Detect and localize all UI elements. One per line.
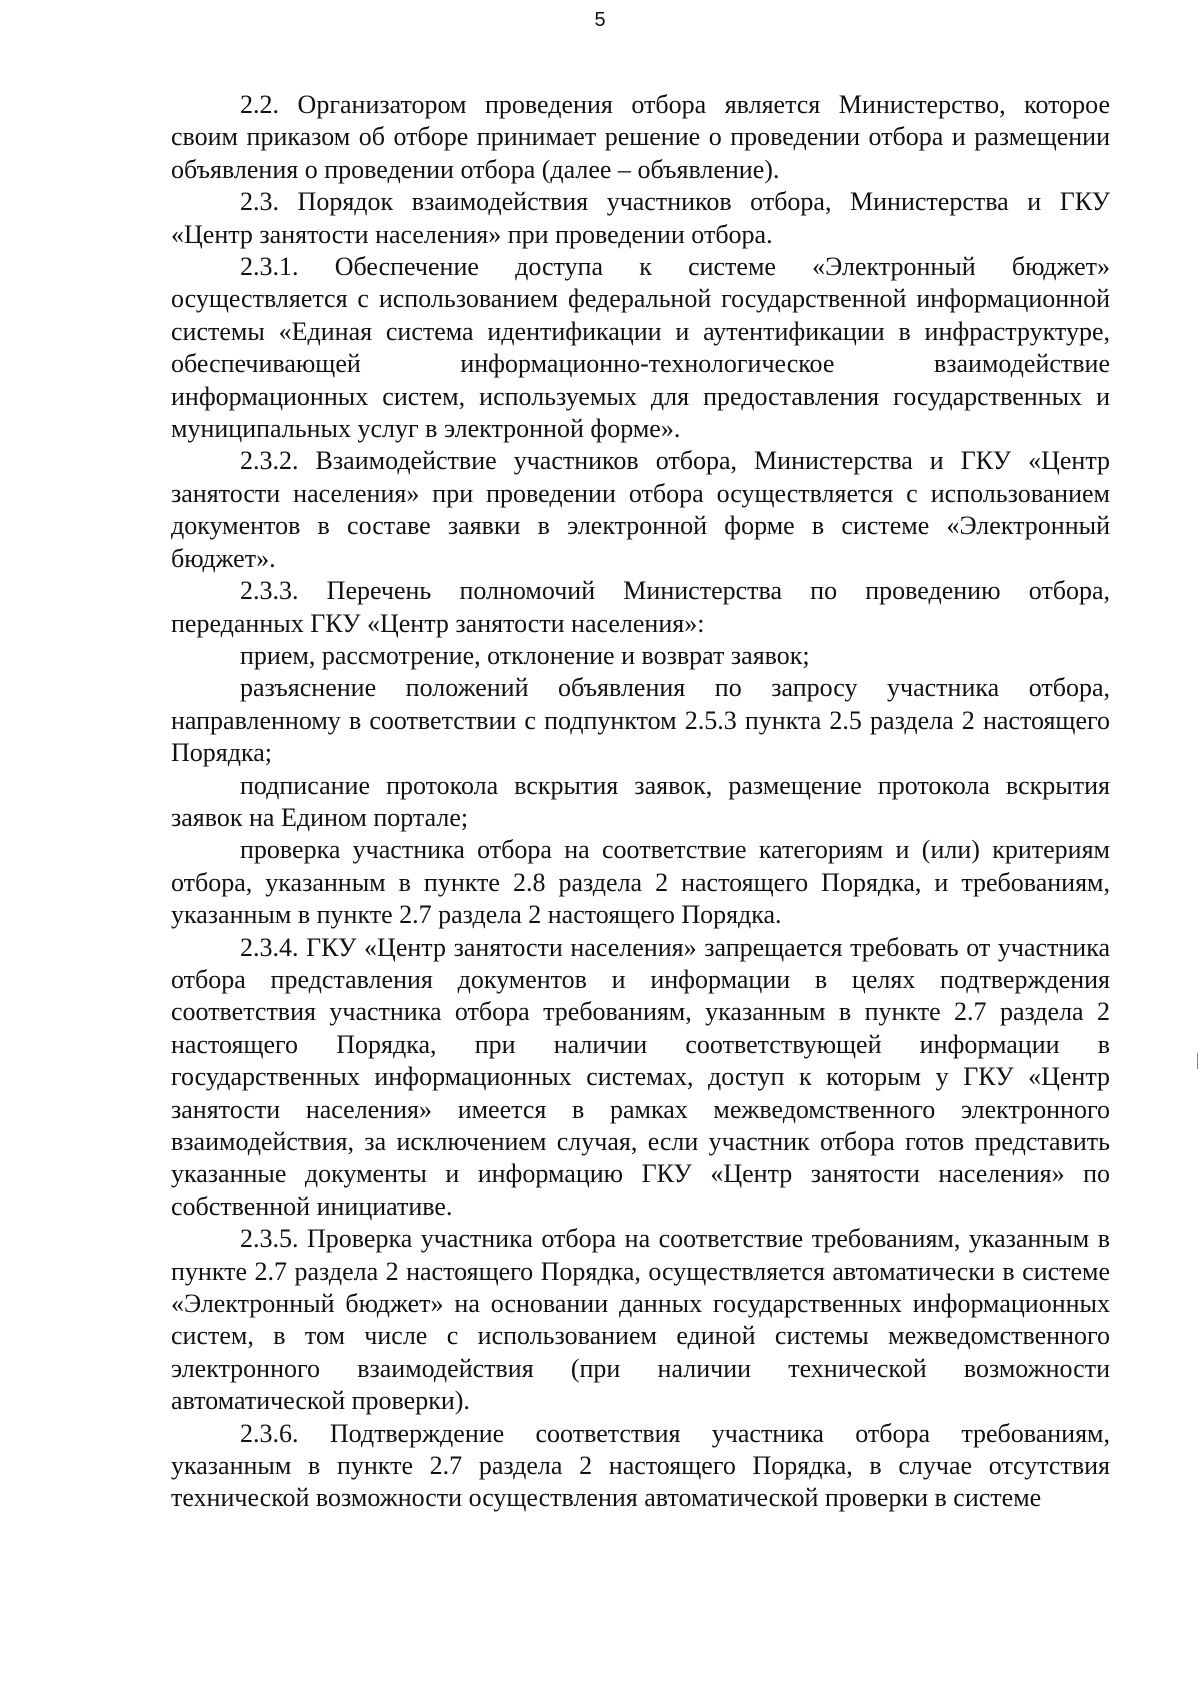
- paragraph-2-3-3: 2.3.3. Перечень полномочий Министерства по проведению отбора, переданных ГКУ «Центр занятости населения»:: [171, 576, 1110, 638]
- page-number: 5: [594, 9, 606, 31]
- paragraph-2-3-6: 2.3.6. Подтверждение соответствия участника отбора требованиям, указанным в пункте 2.7 раздела 2 настоящего Порядка, в случае отсутствия технической возможности осуществления автоматической проверки в системе: [171, 1418, 1110, 1513]
- paragraph-2-3: 2.3. Порядок взаимодействия участников отбора, Министерства и ГКУ «Центр занятости населения» при проведении отбора.: [171, 187, 1110, 249]
- list-item-receipt: прием, рассмотрение, отклонение и возврат заявок;: [240, 640, 810, 670]
- list-item-check: проверка участника отбора на соответствие категориям и (или) критериям отбора, указанным в пункте 2.8 раздела 2 настоящего Порядка, и требованиям, указанным в пункте 2.7 раздела 2 настоящего Порядка.: [171, 835, 1110, 930]
- document-body: [171, 89, 1110, 1515]
- paragraph-2-3-1: 2.3.1. Обеспечение доступа к системе «Электронный бюджет» осуществляется с использованием федеральной государственной информационной системы «Единая система идентификации и аутентификации в инфраструктуре, обеспечивающей информационно-технологическое взаимодействие информационных систем, используемых для предоставления государственных и муниципальных услуг в электронной форме».: [171, 252, 1110, 444]
- paragraph-2-3-2: 2.3.2. Взаимодействие участников отбора, Министерства и ГКУ «Центр занятости населения» при проведении отбора осуществляется с использованием документов в составе заявки в электронной форме в системе «Электронный бюджет».: [171, 446, 1110, 573]
- scan-margin-mark: [1197, 1053, 1198, 1069]
- paragraph-2-3-5: 2.3.5. Проверка участника отбора на соответствие требованиям, указанным в пункте 2.7 раздела 2 настоящего Порядка, осуществляется автоматически в системе «Электронный бюджет» на основании данных государственных информационных систем, в том числе с использованием единой системы межведомственного электронного взаимодействия (при наличии технической возможности автоматической проверки).: [171, 1224, 1110, 1416]
- paragraph-2-2: 2.2. Организатором проведения отбора является Министерство, которое своим приказом об отборе принимает решение о проведении отбора и размещении объявления о проведении отбора (далее – объявление).: [171, 90, 1110, 184]
- list-item-protocol: подписание протокола вскрытия заявок, размещение протокола вскрытия заявок на Едином портале;: [171, 770, 1110, 832]
- list-item-clarification: разъяснение положений объявления по запросу участника отбора, направленному в соответствии с подпунктом 2.5.3 пункта 2.5 раздела 2 настоящего Порядка;: [171, 673, 1110, 768]
- paragraph-2-3-4: 2.3.4. ГКУ «Центр занятости населения» запрещается требовать от участника отбора представления документов и информации в целях подтверждения соответствия участника отбора требованиям, указанным в пункте 2.7 раздела 2 настоящего Порядка, при наличии соответствующей информации в государственных информационных системах, доступ к которым у ГКУ «Центр занятости населения» имеется в рамках межведомственного электронного взаимодействия, за исключением случая, если участник отбора готов представить указанные документы и информацию ГКУ «Центр занятости населения» по собственной инициативе.: [171, 932, 1110, 1221]
